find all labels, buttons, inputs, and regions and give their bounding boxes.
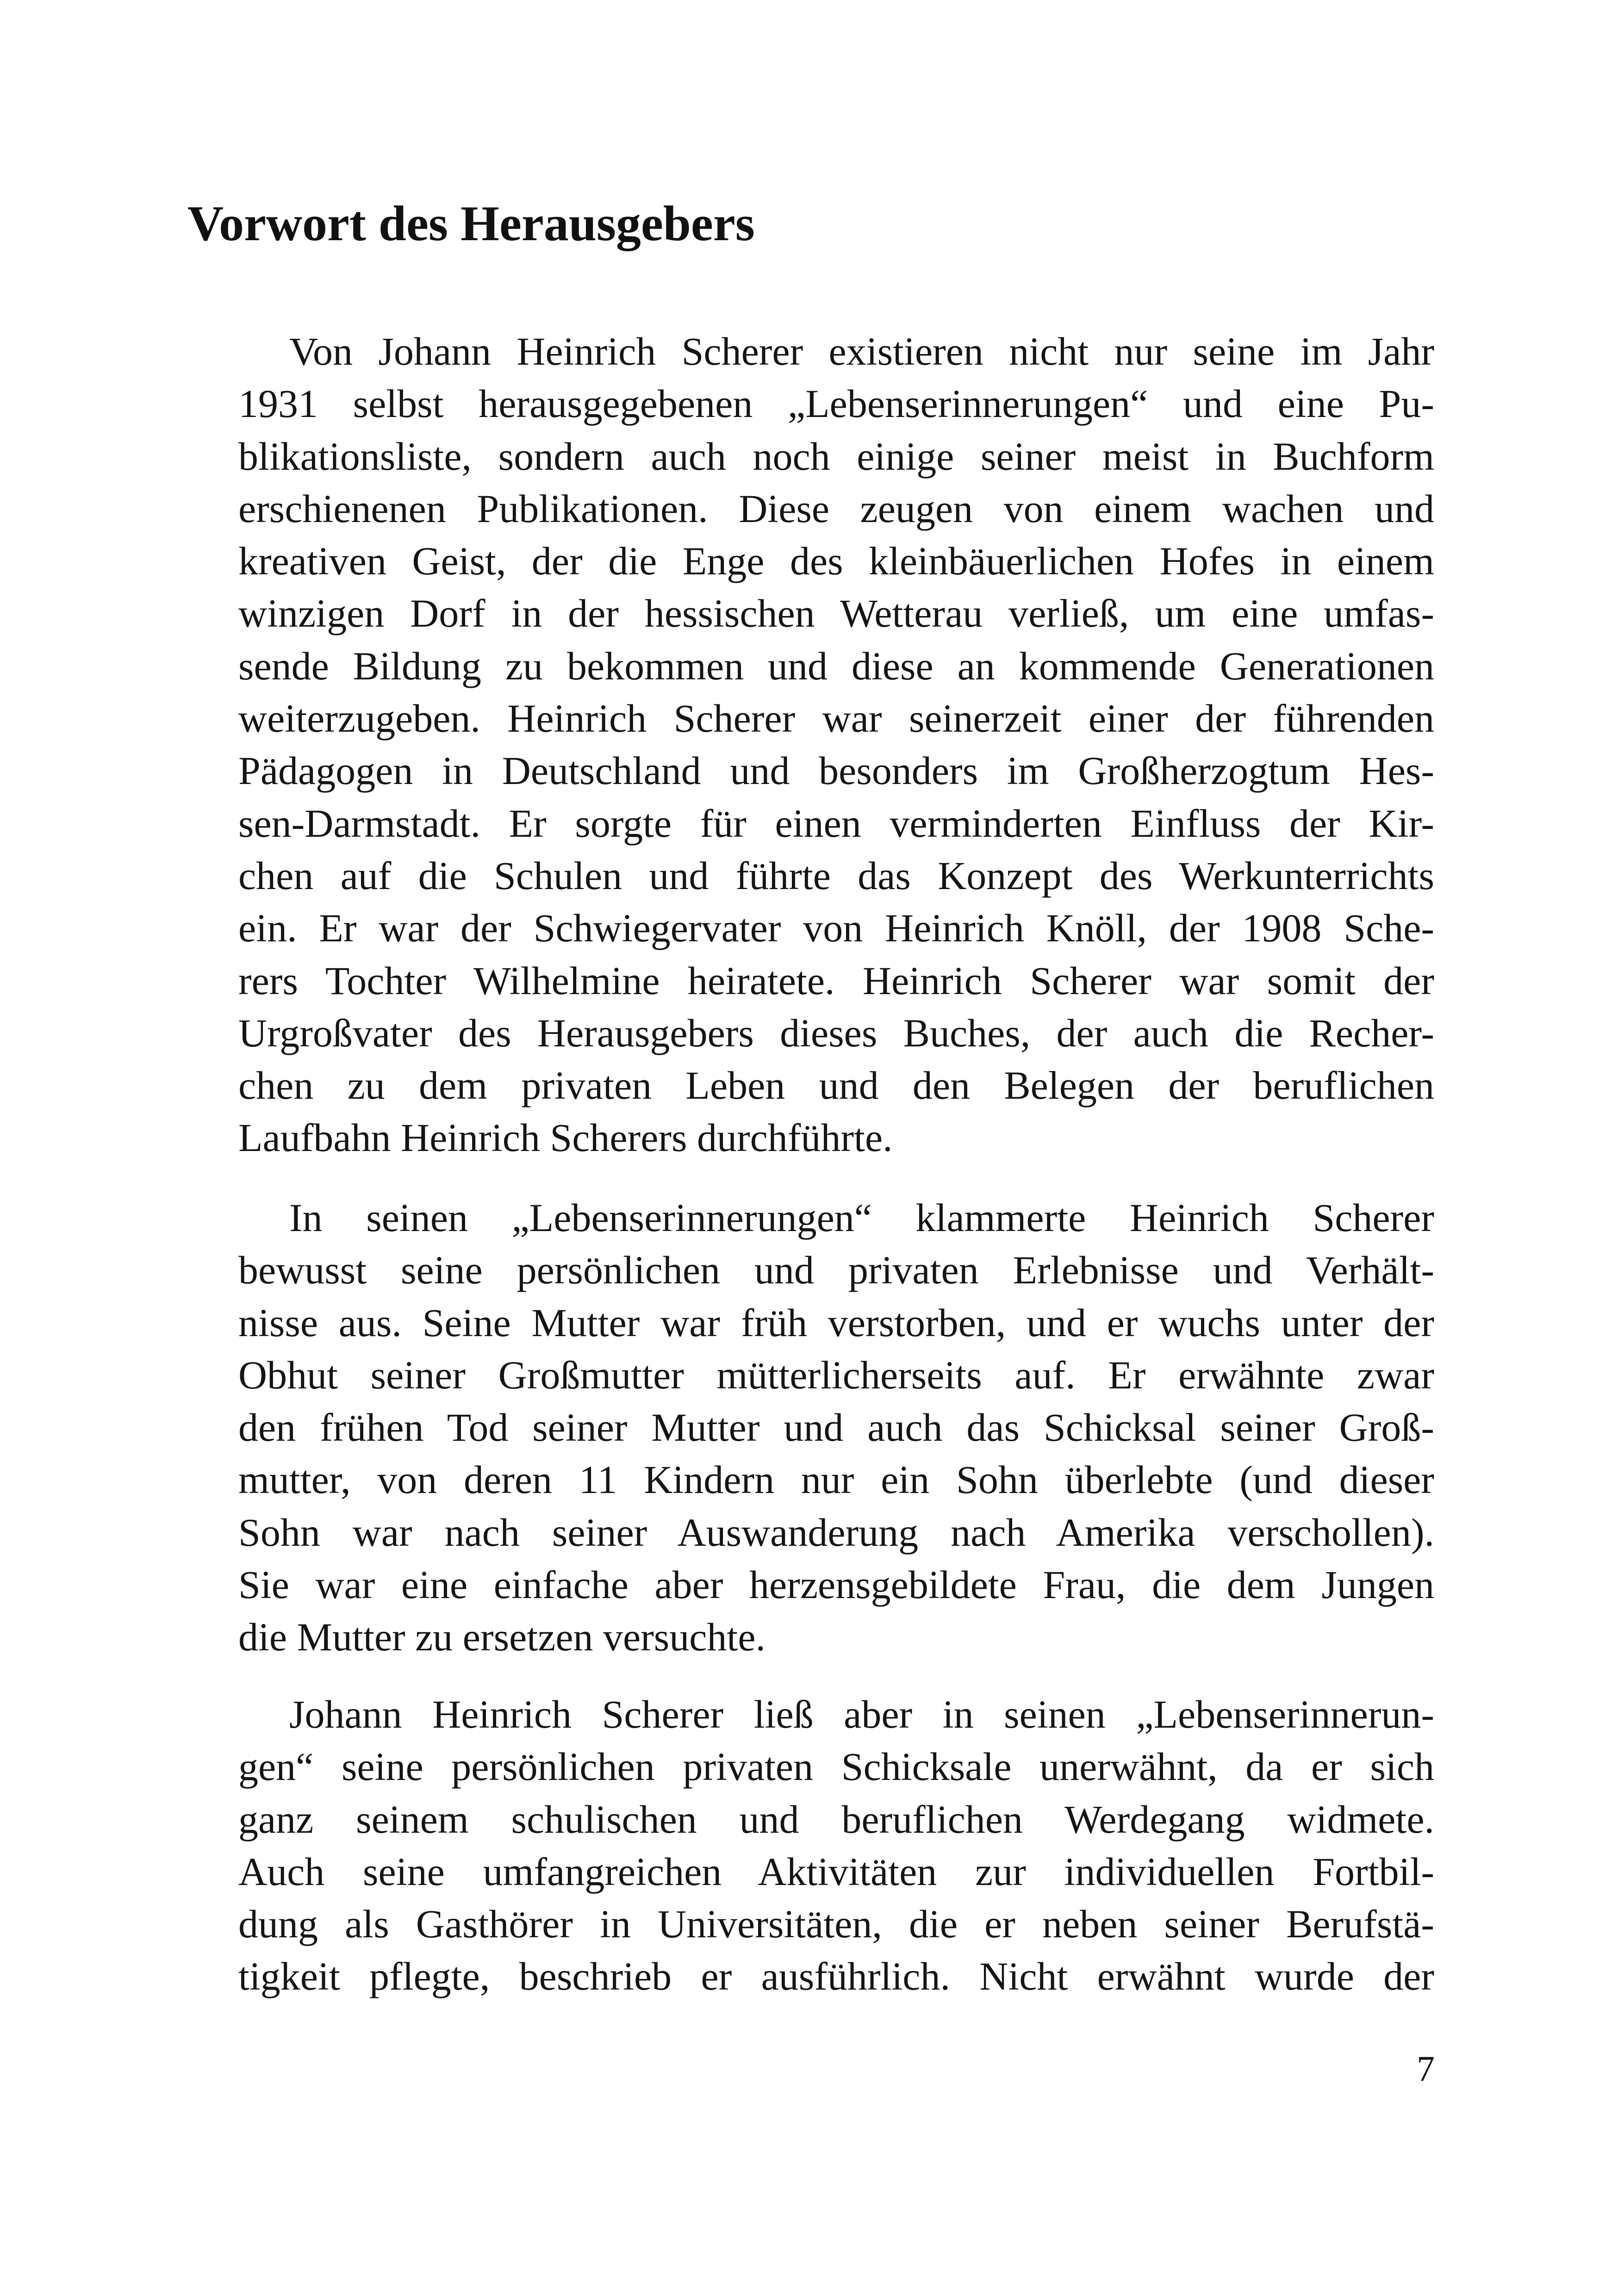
text-line: weiterzugeben. Heinrich Scherer war seinerzeit einer der führenden — [238, 696, 1434, 741]
text-line: Auch seine umfangreichen Aktivitäten zur individuellen Fortbil- — [238, 1849, 1434, 1894]
text-line: Sohn war nach seiner Auswanderung nach Amerika verschollen). — [238, 1510, 1434, 1555]
text-line: kreativen Geist, der die Enge des kleinbäuerlichen Hofes in einem — [238, 539, 1434, 584]
text-line: blikationsliste, sondern auch noch einige seiner meist in Buchform — [238, 434, 1434, 479]
paragraph-1 — [187, 325, 1434, 1164]
text-line: winzigen Dorf in der hessischen Wetterau verließ, um eine umfas- — [238, 591, 1434, 636]
text-line: ein. Er war der Schwiegervater von Heinrich Knöll, der 1908 Sche- — [238, 906, 1434, 951]
text-line: Laufbahn Heinrich Scherers durchführte. — [238, 1115, 893, 1160]
text-line: nisse aus. Seine Mutter war früh verstorben, und er wuchs unter der — [238, 1300, 1434, 1345]
text-line: ganz seinem schulischen und beruflichen Werdegang widmete. — [238, 1797, 1434, 1842]
text-line: Urgroßvater des Herausgebers dieses Buches, der auch die Recher- — [238, 1010, 1434, 1055]
text-line: 1931 selbst herausgegebenen „Lebenserinnerungen“ und eine Pu- — [238, 381, 1434, 426]
text-line: Johann Heinrich Scherer ließ aber in seinen „Lebenserinnerun- — [289, 1692, 1434, 1736]
text-line: Pädagogen in Deutschland und besonders im Großherzogtum Hes- — [238, 748, 1434, 793]
text-line: Sie war eine einfache aber herzensgebildete Frau, die dem Jungen — [238, 1562, 1434, 1607]
text-line: chen auf die Schulen und führte das Konzept des Werkunterrichts — [238, 853, 1434, 898]
text-line: die Mutter zu ersetzen versuchte. — [238, 1615, 765, 1660]
chapter-heading: Vorwort des Herausgebers — [187, 196, 755, 251]
text-line: mutter, von deren 11 Kindern nur ein Sohn überlebte (und dieser — [238, 1457, 1434, 1502]
text-line: erschienenen Publikationen. Diese zeugen von einem wachen und — [238, 486, 1434, 531]
paragraph-3 — [187, 1688, 1434, 2003]
text-line: rers Tochter Wilhelmine heiratete. Heinrich Scherer war somit der — [238, 958, 1434, 1003]
text-line: dung als Gasthörer in Universitäten, die er neben seiner Berufstä- — [238, 1902, 1434, 1947]
text-line: In seinen „Lebenserinnerungen“ klammerte Heinrich Scherer — [289, 1195, 1434, 1240]
text-line: tigkeit pflegte, beschrieb er ausführlich. Nicht erwähnt wurde der — [238, 1954, 1434, 1999]
text-line: den frühen Tod seiner Mutter und auch das Schicksal seiner Groß- — [238, 1405, 1434, 1450]
text-line: sen-Darmstadt. Er sorgte für einen verminderten Einfluss der Kir- — [238, 801, 1434, 846]
text-line: chen zu dem privaten Leben und den Belegen der beruflichen — [238, 1063, 1434, 1108]
paragraph-2 — [187, 1192, 1434, 1664]
text-line: sende Bildung zu bekommen und diese an kommende Generationen — [238, 643, 1434, 688]
text-line: Obhut seiner Großmutter mütterlicherseits auf. Er erwähnte zwar — [238, 1352, 1434, 1397]
page-number: 7 — [1417, 2048, 1435, 2089]
text-line: bewusst seine persönlichen und privaten Erlebnisse und Verhält- — [238, 1248, 1434, 1293]
text-line: gen“ seine persönlichen privaten Schicksale unerwähnt, da er sich — [238, 1744, 1434, 1789]
text-line: Von Johann Heinrich Scherer existieren nicht nur seine im Jahr — [289, 329, 1434, 373]
